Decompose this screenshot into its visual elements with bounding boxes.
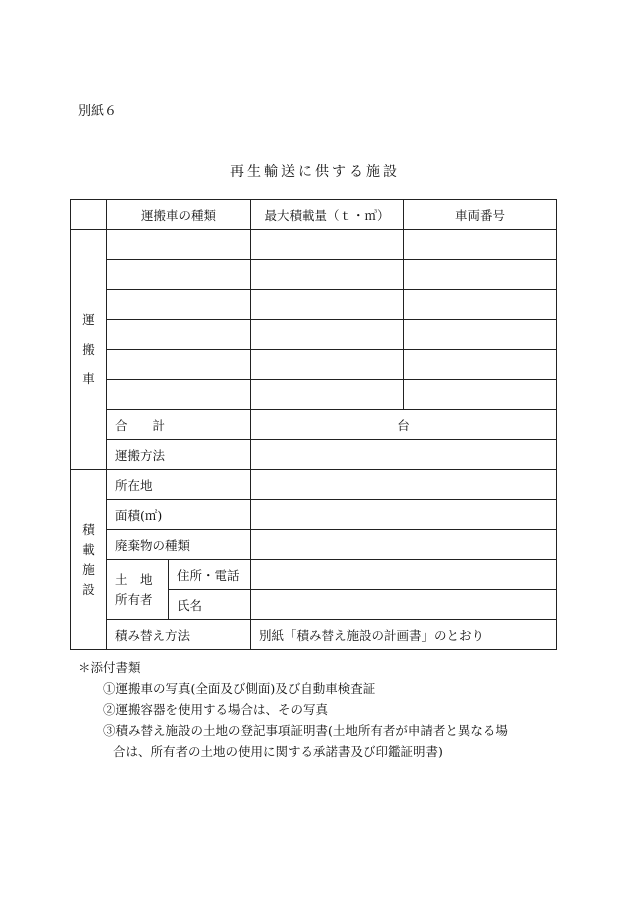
vehicle-number-cell[interactable] — [404, 350, 557, 380]
total-unit: 台 — [251, 410, 557, 440]
note-item-2: ②運搬容器を使用する場合は、その写真 — [103, 702, 329, 717]
area-value-cell[interactable] — [251, 500, 557, 530]
address-label: 住所・電話 — [169, 560, 251, 590]
header-row — [71, 200, 557, 230]
total-row — [71, 410, 557, 440]
waste-type-value-cell[interactable] — [251, 530, 557, 560]
location-value-cell[interactable] — [251, 470, 557, 500]
transfer-row — [71, 620, 557, 650]
note-item-1: ①運搬車の写真(全面及び側面)及び自動車検査証 — [103, 681, 376, 696]
owner-address-row — [71, 560, 557, 590]
vehicle-type-cell[interactable] — [107, 320, 251, 350]
address-value-cell[interactable] — [251, 560, 557, 590]
vehicle-number-cell[interactable] — [404, 290, 557, 320]
corner-cell — [71, 200, 107, 230]
method-row — [71, 440, 557, 470]
facility-section-label: 積 載 施 設 — [71, 470, 107, 650]
page-label: 別紙６ — [78, 104, 118, 119]
waste-type-label: 廃棄物の種類 — [107, 530, 251, 560]
location-label: 所在地 — [107, 470, 251, 500]
transfer-value: 別紙「積み替え施設の計画書」のとおり — [251, 620, 557, 650]
vehicle-number-cell[interactable] — [404, 230, 557, 260]
vehicle-section-label: 運 搬 車 — [71, 230, 107, 470]
max-load-cell[interactable] — [251, 380, 404, 410]
vehicle-row — [71, 350, 557, 380]
header-vehicle-type: 運搬車の種類 — [107, 200, 251, 230]
max-load-cell[interactable] — [251, 230, 404, 260]
max-load-cell[interactable] — [251, 290, 404, 320]
area-label: 面積(㎡) — [107, 500, 251, 530]
method-label: 運搬方法 — [107, 440, 251, 470]
vehicle-number-cell[interactable] — [404, 380, 557, 410]
vehicle-row — [71, 380, 557, 410]
land-owner-label: 土 地 所有者 — [107, 560, 169, 620]
vehicle-row — [71, 320, 557, 350]
location-row — [71, 470, 557, 500]
area-row — [71, 500, 557, 530]
vehicle-type-cell[interactable] — [107, 380, 251, 410]
max-load-cell[interactable] — [251, 350, 404, 380]
vehicle-number-cell[interactable] — [404, 320, 557, 350]
waste-type-row — [71, 530, 557, 560]
transfer-label: 積み替え方法 — [107, 620, 251, 650]
note-item-3-continued: 合は、所有者の土地の使用に関する承諾書及び印鑑証明書) — [113, 744, 443, 759]
max-load-cell[interactable] — [251, 260, 404, 290]
name-label: 氏名 — [169, 590, 251, 620]
header-max-load: 最大積載量（ｔ・㎥） — [251, 200, 404, 230]
vehicle-type-cell[interactable] — [107, 260, 251, 290]
facility-table — [70, 199, 557, 650]
header-vehicle-number: 車両番号 — [404, 200, 557, 230]
total-label: 合 計 — [107, 410, 251, 440]
attachments-notes — [78, 657, 508, 762]
vehicle-number-cell[interactable] — [404, 260, 557, 290]
vehicle-row — [71, 260, 557, 290]
document-title: 再生輸送に供する施設 — [230, 164, 400, 180]
vehicle-row — [71, 230, 557, 260]
vehicle-type-cell[interactable] — [107, 350, 251, 380]
name-value-cell[interactable] — [251, 590, 557, 620]
max-load-cell[interactable] — [251, 320, 404, 350]
note-item-3: ③積み替え施設の土地の登記事項証明書(土地所有者が申請者と異なる場 — [103, 723, 508, 738]
method-value-cell[interactable] — [251, 440, 557, 470]
vehicle-type-cell[interactable] — [107, 290, 251, 320]
vehicle-row — [71, 290, 557, 320]
notes-heading: ＊添付書類 — [78, 660, 141, 675]
vehicle-type-cell[interactable] — [107, 230, 251, 260]
